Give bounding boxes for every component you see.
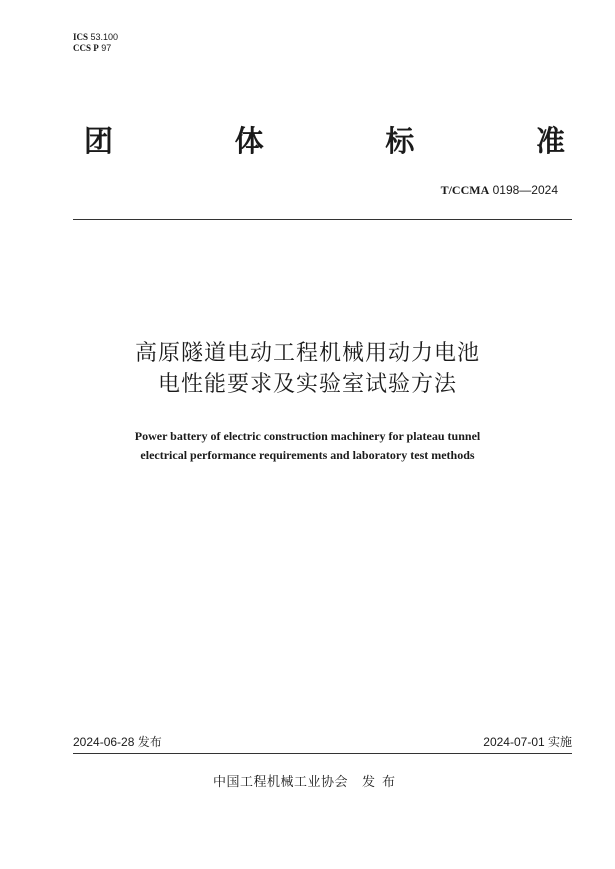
standard-type-char: 标 <box>385 124 415 158</box>
implement-date: 2024-07-01 实施 <box>483 735 572 749</box>
title-chinese-line1: 高原隧道电动工程机械用动力电池 <box>134 341 480 366</box>
standard-number-value: 0198—2024 <box>492 183 558 197</box>
top-divider <box>73 219 572 220</box>
issuer-name: 中国工程机械工业协会 <box>212 775 348 790</box>
standard-type-char: 体 <box>234 124 264 158</box>
standard-type-heading <box>84 123 565 159</box>
standard-type-char: 团 <box>84 124 114 158</box>
classification-codes <box>73 32 118 54</box>
standard-number <box>441 183 558 198</box>
ics-code <box>73 32 118 43</box>
title-chinese-line2: 电性能要求及实验室试验方法 <box>157 372 457 397</box>
bottom-divider <box>73 753 572 754</box>
title-english <box>0 427 615 465</box>
title-english-line1: Power battery of electric construction machinery for plateau tunnel <box>134 429 481 443</box>
ics-value: 53.100 <box>90 32 119 42</box>
ccs-value: 97 <box>101 43 112 53</box>
ics-label: ICS <box>73 32 89 42</box>
title-english-line2: electrical performance requirements and laboratory test methods <box>140 448 475 462</box>
title-chinese <box>0 338 615 400</box>
ccs-label: CCS P <box>73 43 99 53</box>
publish-date: 2024-06-28 发布 <box>73 735 162 749</box>
issuer-action: 发布 <box>362 775 403 790</box>
ccs-code <box>73 43 118 54</box>
standard-prefix: T/CCMA <box>440 183 490 197</box>
standard-type-char: 准 <box>535 124 565 158</box>
issuer-line <box>0 771 615 790</box>
